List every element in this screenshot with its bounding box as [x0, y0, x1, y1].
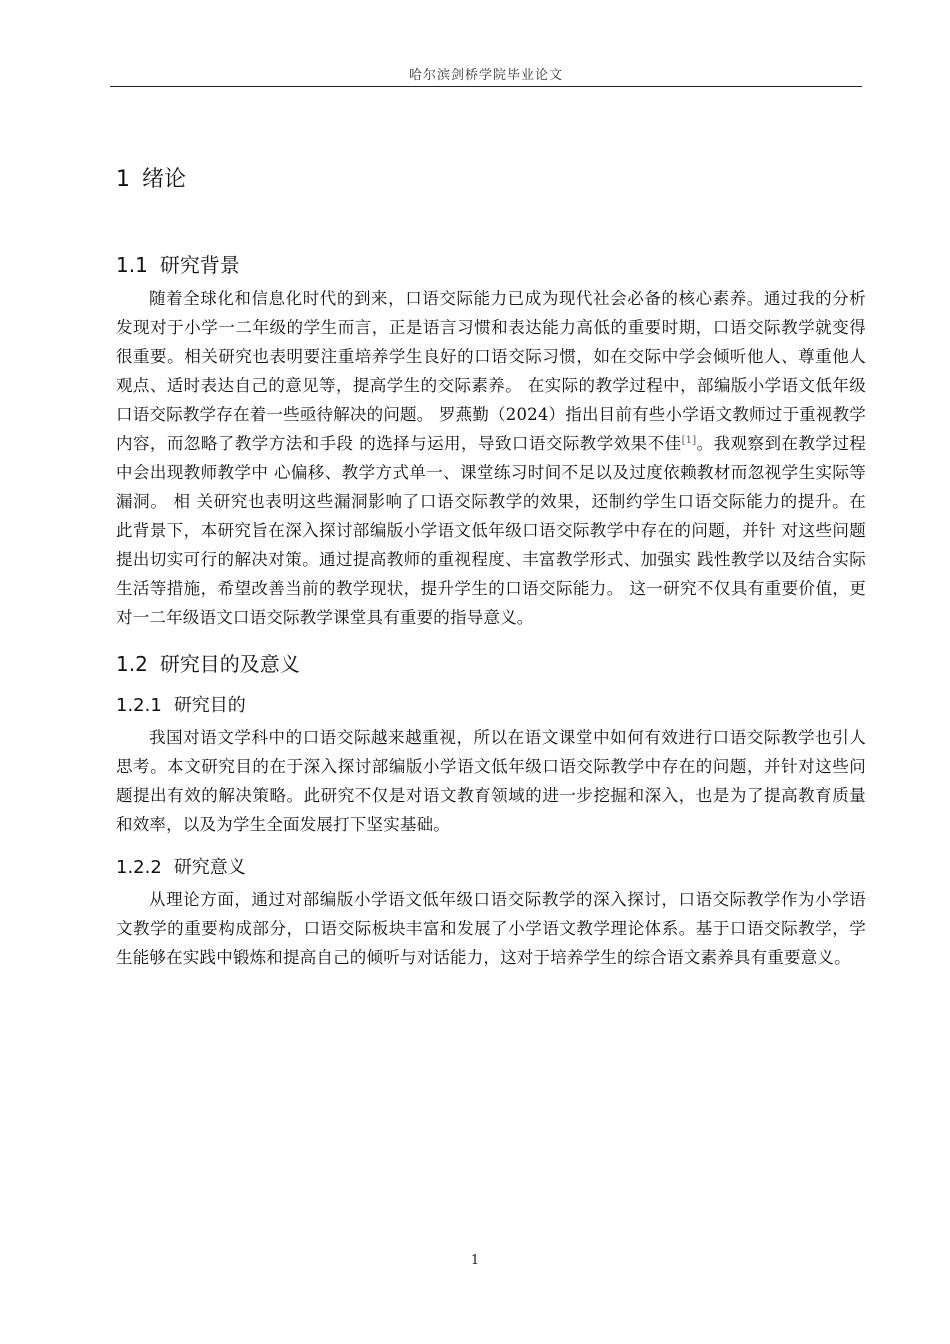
- subsection-title: 研究目的: [173, 695, 246, 716]
- document-body: [116, 160, 866, 972]
- subsection-heading-1-2-1: [116, 691, 866, 717]
- section-heading-1-2: [116, 648, 866, 677]
- page-number: 1: [470, 1253, 480, 1268]
- section-heading-1-1: [116, 249, 866, 278]
- section-title: 研究目的及意义: [159, 652, 300, 676]
- paragraph-text: 。我观察到在教学过程中会出现教师教学中 心偏移、教学方式单一、课堂练习时间不足以及过度依赖教材而忽视学生实际等漏洞。 相 关研究也表明这些漏洞影响了口语交际教学的效果，还制约学生口语交际能力的提升。在 此背景下，本研究旨在深入探讨部编版小学语文低年级口语交际教学中存在的问题，并针 对这些问题提出切实可行的解决对策。通过提高教师的重视程度、丰富教学形式、加强实 践性教学以及结合实际生活等措施，希望改善当前的教学现状，提升学生的口语交际能力。 这一研究不仅具有重要价值，更对一二年级语文口语交际教学课堂具有重要的指导意义。: [116, 434, 866, 627]
- paragraph-background: [116, 284, 866, 632]
- chapter-number: 1: [116, 167, 130, 192]
- subsection-heading-1-2-2: [116, 853, 866, 879]
- paragraph-purpose: 我国对语文学科中的口语交际越来越重视，所以在语文课堂中如何有效进行口语交际教学也引人思考。本文研究目的在于深入探讨部编版小学语文低年级口语交际教学中存在的问题，并针对这些问题提出有效的解决策略。此研究不仅是对语文教育领域的进一步挖掘和深入，也是为了提高教育质量和效率，以及为学生全面发展打下坚实基础。: [116, 728, 866, 834]
- subsection-title: 研究意义: [173, 857, 246, 878]
- running-header: 哈尔滨剑桥学院毕业论文: [408, 68, 563, 83]
- section-number: 1.2: [116, 652, 148, 676]
- citation-ref: [1]: [681, 435, 697, 446]
- subsection-number: 1.2.1: [116, 695, 162, 716]
- chapter-title: 绪论: [142, 167, 187, 192]
- section-number: 1.1: [116, 253, 148, 277]
- section-title: 研究背景: [159, 253, 240, 277]
- paragraph-significance: 从理论方面，通过对部编版小学语文低年级口语交际教学的深入探讨，口语交际教学作为小学语文教学的重要构成部分，口语交际板块丰富和发展了小学语文教学理论体系。基于口语交际教学，学生能够在实践中锻炼和提高自己的倾听与对话能力，这对于培养学生的综合语文素养具有重要意义。: [116, 890, 866, 967]
- chapter-heading: [116, 162, 866, 193]
- subsection-number: 1.2.2: [116, 857, 162, 878]
- paragraph-text: 随着全球化和信息化时代的到来，口语交际能力已成为现代社会必备的核心素养。通过我的分析发现对于小学一二年级的学生而言，正是语言习惯和表达能力高低的重要时期，口语交际教学就变得很重要。相关研究也表明要注重培养学生良好的口语交际习惯，如在交际中学会倾听他人、尊重他人观点、适时表达自己的意见等，提高学生的交际素养。 在实际的教学过程中，部编版小学语文低年级口语交际教学存在着一些亟待解决的问题。 罗燕勤（2024）指出目前有些小学语文教师过于重视教学内容，而忽略了教学方法和手段 的选择与运用，导致口语交际教学效果不佳: [116, 289, 866, 453]
- header-divider: [110, 86, 862, 87]
